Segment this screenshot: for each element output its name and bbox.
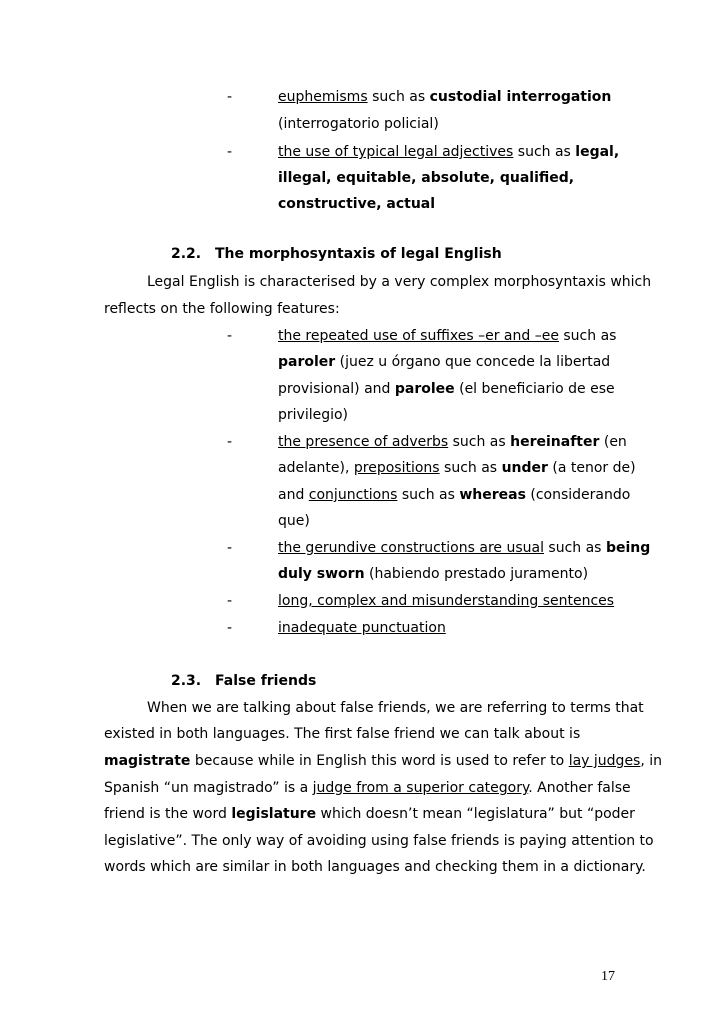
underlined-text: inadequate punctuation [278,620,446,636]
bullet-marker: - [227,89,233,105]
text-run: words which are similar in both languages and checking them in a dictionary. [104,859,646,875]
bullet-line [278,486,630,504]
bullet-marker: - [227,328,233,344]
paragraph-line [104,725,580,743]
bullet-line [278,565,588,583]
text-run: (habiendo prestado juramento) [364,566,589,582]
bullet-line [278,619,446,637]
section-title: The morphosyntaxis of legal English [215,246,502,262]
text-run: such as [448,434,511,450]
underlined-text: lay judges [568,753,641,769]
bold-term: custodial interrogation [429,89,612,105]
bullet-marker: - [227,593,233,609]
bullet-marker: - [227,620,233,636]
paragraph-line [147,699,644,717]
underlined-text: the repeated use of suffixes –er and –ee [278,328,559,344]
bold-term: magistrate [104,753,191,769]
bullet-line [278,143,619,161]
bullet-line [278,433,627,451]
text-run: such as [397,487,460,503]
bullet-line [278,353,610,371]
text-run: which doesn’t mean “legislatura” but “poder [316,806,635,822]
text-run: privilegio) [278,407,349,423]
text-run: such as [367,89,430,105]
text-run: , in [640,753,663,769]
bold-term: parolee [394,381,455,397]
bullet-line [278,380,615,398]
text-run: (a tenor de) [547,460,636,476]
text-run: que) [278,513,310,529]
bullet-line [278,195,435,213]
bold-term: legal, [575,144,620,160]
bullet-marker: - [227,144,233,160]
text-run: friend is the word [104,806,232,822]
text-run: provisional) and [278,381,395,397]
bullet-marker: - [227,540,233,556]
text-run: (el beneficiario de ese [454,381,615,397]
text-run: such as [543,540,606,556]
text-run: such as [558,328,617,344]
underlined-text: euphemisms [278,89,368,105]
underlined-text: conjunctions [308,487,398,503]
text-run: such as [439,460,502,476]
text-run: because while in English this word is used to refer to [190,753,569,769]
bullet-line [278,327,616,345]
paragraph-line [104,779,631,797]
underlined-text: the gerundive constructions are usual [278,540,544,556]
text-run: adelante), [278,460,354,476]
paragraph-line [104,832,654,850]
bold-term: being [605,540,651,556]
bullet-line [278,115,439,133]
paragraph-line [104,858,646,876]
text-run: . Another false [528,780,631,796]
underlined-text: the use of typical legal adjectives [278,144,514,160]
text-run: Spanish “un magistrado” is a [104,780,313,796]
text-run: (en [599,434,627,450]
underlined-text: judge from a superior category [312,780,529,796]
bold-term: whereas [459,487,526,503]
underlined-text: prepositions [353,460,440,476]
paragraph-line: reflects on the following features: [104,301,340,317]
bold-term: paroler [278,354,336,370]
paragraph-line: Legal English is characterised by a very complex morphosyntaxis which [147,274,652,290]
bold-term: constructive, actual [278,196,436,212]
text-run: (juez u órgano que concede la libertad [335,354,611,370]
underlined-text: the presence of adverbs [278,434,449,450]
bullet-line [278,539,650,557]
section-number: 2.2. [171,246,202,262]
paragraph-line [104,805,635,823]
bullet-line [278,406,348,424]
text-run: When we are talking about false friends, we are referring to terms that [147,700,644,716]
section-number: 2.3. [171,673,202,689]
bullet-line [278,88,611,106]
bullet-line [278,512,310,530]
text-run: (interrogatorio policial) [278,116,439,132]
bold-term: under [501,460,548,476]
bold-term: legislature [231,806,317,822]
text-run: legislative”. The only way of avoiding using false friends is paying attention to [104,833,654,849]
underlined-text: long, complex and misunderstanding sentences [278,593,615,609]
bullet-line [278,169,574,187]
bold-term: illegal, equitable, absolute, qualified, [278,170,575,186]
paragraph-line [104,752,662,770]
page-number: 17 [601,969,615,984]
bullet-marker: - [227,434,233,450]
bullet-line [278,459,636,477]
text-run: such as [513,144,576,160]
text-run: existed in both languages. The first false friend we can talk about is [104,726,581,742]
section-title: False friends [215,673,317,689]
text-run: and [278,487,309,503]
bold-term: duly sworn [278,566,365,582]
text-run: (considerando [525,487,631,503]
bullet-line [278,592,614,610]
bold-term: hereinafter [510,434,600,450]
